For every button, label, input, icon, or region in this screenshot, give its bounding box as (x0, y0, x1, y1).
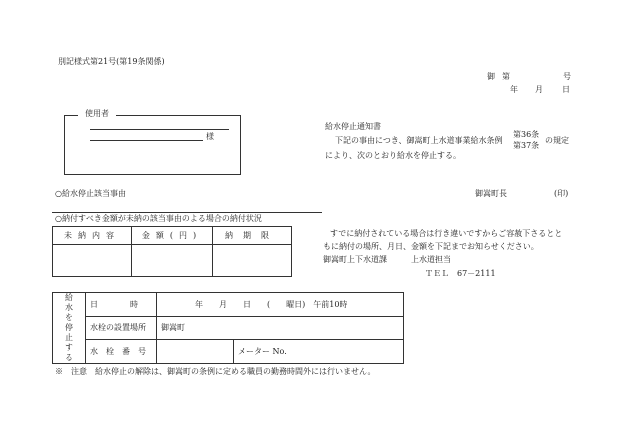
form-number: 別記様式第21号(第19条関係) (58, 57, 165, 66)
unpaid-header-due: 納期限 (213, 227, 292, 245)
stop-row-location-label: 水栓の設置場所 (86, 316, 157, 340)
unpaid-label: ○納付すべき金額が未納の該当事由のよる場合の納付状況 (55, 214, 262, 223)
date-day: 日 (562, 85, 570, 94)
stop-row-location-value: 御嵩町 (157, 316, 404, 340)
unpaid-header-amount: 金額(円) (132, 227, 213, 245)
user-line-2 (90, 140, 203, 141)
unpaid-cell-content (53, 245, 132, 277)
user-box-title: 使用者 (78, 110, 116, 118)
payment-note-3: 御嵩町上下水道課 上水道担当 (323, 255, 451, 264)
notice-line2: により、次のとおり給水を停止する。 (325, 151, 461, 160)
user-sama: 様 (206, 132, 214, 141)
date-month: 月 (535, 85, 543, 94)
stop-row-datetime-label: 日 時 (86, 293, 157, 317)
payment-note-1: すでに納付されている場合は行き違いですからご容赦下さるとと (330, 229, 563, 238)
notice-line1: 下記の事由につき、御嵩町上水道事業給水条例 (335, 136, 503, 145)
notice-of-rule: の規定 (545, 136, 569, 145)
user-box (64, 115, 241, 175)
reason-label: ○給水停止該当事由 (55, 189, 126, 198)
mayor-seal: (印) (554, 189, 569, 198)
stop-side-label: 給水を停止する (64, 293, 74, 363)
notice-title: 給水停止通知書 (325, 122, 381, 131)
notice-article-a: 第36条 (513, 130, 540, 139)
stop-table (52, 292, 404, 364)
unpaid-cell-due (213, 245, 292, 277)
mayor-title: 御嵩町長 (475, 189, 507, 198)
unpaid-table (52, 226, 292, 277)
stop-row-meter-label: メーター No. (234, 340, 404, 364)
notice-article-b: 第37条 (513, 141, 540, 150)
unpaid-header-content: 未納内容 (53, 227, 132, 245)
ref-dai: 第 (502, 72, 510, 81)
stop-row-tapno-value (157, 340, 234, 364)
ref-go: 号 (563, 72, 571, 81)
ref-label: 御 (487, 72, 495, 81)
footnote: ※ 注意 給水停止の解除は、御嵩町の条例に定める職員の勤務時間外には行いません。 (55, 367, 376, 376)
user-line-1 (90, 129, 229, 130)
date-year: 年 (510, 85, 518, 94)
stop-row-tapno-label: 水 栓 番 号 (86, 340, 157, 364)
unpaid-cell-amount (132, 245, 213, 277)
payment-note-2: もに納付の場所、月日、金額を下記までお知らせください。 (323, 242, 539, 251)
payment-note-4: ＴＥＬ 67－2111 (425, 269, 496, 278)
unpaid-top-rule (52, 212, 322, 213)
stop-row-datetime-value: 年 月 日 ( 曜日) 午前10時 (157, 293, 404, 317)
